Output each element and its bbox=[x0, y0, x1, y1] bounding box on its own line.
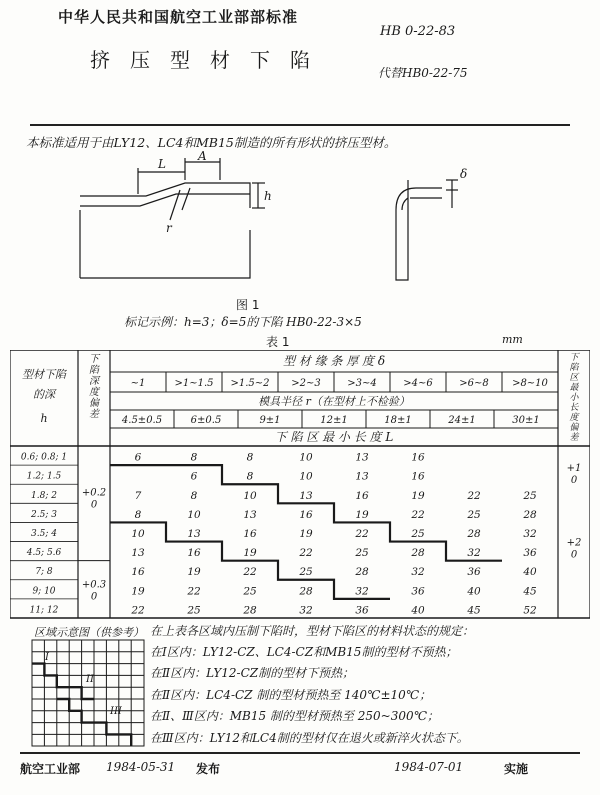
length-cell: 25 bbox=[355, 547, 369, 560]
length-cell: 19 bbox=[299, 528, 313, 540]
length-cell: 13 bbox=[355, 451, 369, 464]
length-tolerance-cell: 0 bbox=[570, 474, 578, 486]
length-cell: 13 bbox=[355, 470, 369, 483]
length-tolerance-cell: +2 bbox=[566, 537, 582, 549]
thickness-cell: >2~3 bbox=[291, 378, 321, 389]
standard-code: HB 0-22-83 bbox=[380, 24, 456, 39]
depth-header: h bbox=[40, 412, 48, 425]
depth-tolerance-cell: +0.3 bbox=[81, 579, 107, 591]
marking-example: 标记示例：h=3；δ=5的下陷 HB0-22-3×5 bbox=[124, 315, 362, 329]
length-cell: 16 bbox=[187, 547, 201, 560]
length-cell: 36 bbox=[411, 585, 425, 598]
figure-1-drawing bbox=[60, 150, 480, 290]
length-cell: 16 bbox=[299, 508, 313, 521]
table-caption: 表 1 bbox=[266, 335, 290, 349]
length-cell: 40 bbox=[467, 585, 481, 598]
length-cell: 45 bbox=[467, 604, 481, 617]
length-cell: 13 bbox=[131, 547, 145, 560]
length-tolerance-header: 差 bbox=[569, 433, 579, 443]
length-cell: 16 bbox=[411, 451, 425, 464]
scope-statement: 本标准适用于由LY12、LC4和MB15制造的所有形状的挤压型材。 bbox=[26, 135, 397, 150]
depth-cell: 3.5; 4 bbox=[31, 529, 57, 539]
thickness-cell: >8~10 bbox=[512, 378, 548, 389]
length-cell: 8 bbox=[134, 508, 142, 521]
note-line-2: 在Ⅰ区内：LY12-CZ、LC4-CZ和MB15制的型材不预热； bbox=[150, 645, 458, 659]
radius-cell: 12±1 bbox=[320, 415, 348, 426]
length-cell: 36 bbox=[355, 604, 369, 617]
note-line-3: 在Ⅱ区内：LY12-CZ制的型材下预热； bbox=[150, 666, 355, 680]
length-cell: 22 bbox=[411, 508, 425, 521]
length-cell: 10 bbox=[187, 508, 201, 521]
note-line-5: 在Ⅱ、Ⅲ区内：MB15 制的型材预热至 250~300℃； bbox=[150, 709, 440, 723]
label-L: L bbox=[158, 157, 166, 171]
thickness-cell: >1~1.5 bbox=[174, 378, 214, 389]
length-cell: 22 bbox=[355, 528, 369, 540]
length-cell: 16 bbox=[131, 566, 145, 579]
zone-label-ii: II bbox=[86, 674, 94, 685]
footer-issuer: 航空工业部 bbox=[20, 762, 81, 776]
depth-tolerance-header: 偏 bbox=[89, 398, 99, 409]
note-line-1: 在上表各区域内压制下陷时，型材下陷区的材料状态的规定： bbox=[150, 624, 475, 638]
depth-cell: 4.5; 5.6 bbox=[26, 548, 62, 559]
length-cell: 28 bbox=[355, 566, 369, 579]
label-A: A bbox=[198, 150, 207, 163]
thickness-cell: >6~8 bbox=[459, 378, 489, 389]
depth-tolerance-cell: 0 bbox=[90, 499, 98, 511]
figure-caption: 图 1 bbox=[236, 298, 260, 312]
zone-label-iii: III bbox=[110, 706, 122, 717]
length-cell: 25 bbox=[299, 566, 313, 579]
radius-cell: 24±1 bbox=[448, 415, 476, 426]
length-cell: 8 bbox=[246, 451, 254, 464]
footer-issue-label: 发布 bbox=[196, 762, 221, 776]
thickness-cell: ~1 bbox=[130, 378, 146, 389]
length-cell: 40 bbox=[523, 566, 537, 579]
zone-chart bbox=[30, 638, 148, 750]
length-cell: 52 bbox=[523, 604, 537, 617]
length-cell: 32 bbox=[355, 585, 369, 598]
length-cell: 22 bbox=[467, 489, 481, 502]
length-cell: 40 bbox=[411, 604, 425, 617]
length-cell: 16 bbox=[411, 470, 425, 483]
radius-cell: 6±0.5 bbox=[190, 415, 222, 426]
length-tolerance-header: 区 bbox=[569, 373, 579, 383]
zone-chart-title: 区域示意图（供参考） bbox=[34, 626, 144, 639]
length-cell: 28 bbox=[243, 604, 257, 617]
length-cell: 28 bbox=[299, 585, 313, 598]
length-cell: 25 bbox=[243, 585, 257, 598]
header-rule bbox=[30, 124, 570, 126]
length-cell: 36 bbox=[467, 566, 481, 579]
depth-tolerance-cell: 0 bbox=[90, 591, 98, 603]
thickness-cell: >3~4 bbox=[347, 378, 377, 389]
length-cell: 32 bbox=[411, 566, 425, 579]
radius-cell: 30±1 bbox=[512, 415, 540, 426]
length-cell: 6 bbox=[134, 451, 142, 464]
footer-rule bbox=[20, 752, 580, 754]
length-tolerance-header: 下 bbox=[569, 353, 579, 363]
length-cell: 22 bbox=[131, 604, 145, 617]
footer-effective-date: 1984-07-01 bbox=[394, 760, 464, 774]
length-cell: 25 bbox=[467, 508, 481, 521]
depth-cell: 2.5; 3 bbox=[31, 509, 57, 520]
depth-tolerance-header: 度 bbox=[89, 387, 99, 398]
depth-tolerance-cell: +0.2 bbox=[81, 487, 107, 499]
length-cell: 19 bbox=[355, 508, 369, 521]
radius-cell: 18±1 bbox=[384, 415, 412, 426]
length-cell: 32 bbox=[467, 547, 481, 560]
length-cell: 13 bbox=[299, 489, 313, 502]
radius-header: 模具半径 r（在型材上不检验） bbox=[258, 395, 410, 408]
length-tolerance-header: 小 bbox=[569, 393, 579, 403]
radius-cell: 9±1 bbox=[259, 415, 281, 426]
label-r: r bbox=[166, 221, 172, 235]
length-cell: 25 bbox=[187, 604, 201, 617]
depth-cell: 11; 12 bbox=[29, 605, 59, 616]
depth-cell: 0.6; 0.8; 1 bbox=[20, 452, 68, 463]
length-tolerance-cell: 0 bbox=[570, 549, 578, 561]
depth-cell: 9; 10 bbox=[32, 586, 56, 597]
label-h: h bbox=[264, 189, 272, 203]
length-cell: 13 bbox=[187, 528, 201, 540]
length-cell: 25 bbox=[523, 489, 537, 502]
length-tolerance-header: 陷 bbox=[569, 363, 579, 373]
depth-cell: 1.8; 2 bbox=[31, 490, 57, 501]
length-tolerance-header: 最 bbox=[569, 383, 579, 393]
depth-tolerance-header: 下 bbox=[89, 354, 99, 365]
footer-effective-label: 实施 bbox=[504, 762, 529, 776]
note-line-4: 在Ⅱ区内：LC4-CZ 制的型材预热至 140℃±10℃； bbox=[150, 688, 432, 702]
length-cell: 45 bbox=[523, 585, 537, 598]
thickness-cell: >4~6 bbox=[403, 378, 433, 389]
length-cell: 10 bbox=[299, 470, 313, 483]
replaces-standard: 代替HB0-22-75 bbox=[378, 66, 468, 80]
length-tolerance-header: 度 bbox=[569, 413, 579, 423]
issuing-organization: 中华人民共和国航空工业部部标准 bbox=[58, 8, 299, 26]
length-cell: 28 bbox=[523, 508, 537, 521]
length-cell: 13 bbox=[243, 508, 257, 521]
length-cell: 22 bbox=[299, 547, 313, 560]
length-tolerance-header: 长 bbox=[569, 403, 579, 413]
length-cell: 22 bbox=[243, 566, 257, 579]
length-cell: 32 bbox=[523, 528, 537, 540]
radius-cell: 4.5±0.5 bbox=[121, 415, 163, 426]
length-cell: 28 bbox=[467, 528, 481, 540]
table-unit: mm bbox=[502, 333, 523, 346]
depth-header: 的深 bbox=[33, 388, 55, 401]
length-cell: 22 bbox=[187, 585, 201, 598]
length-cell: 28 bbox=[411, 547, 425, 560]
length-cell: 16 bbox=[355, 489, 369, 502]
length-cell: 8 bbox=[190, 451, 198, 464]
length-cell: 8 bbox=[190, 489, 198, 502]
length-cell: 19 bbox=[131, 585, 145, 598]
length-cell: 19 bbox=[243, 547, 257, 560]
length-cell: 19 bbox=[411, 489, 425, 502]
length-cell: 8 bbox=[246, 470, 254, 483]
length-tolerance-header: 偏 bbox=[569, 423, 579, 433]
thickness-header: 型 材 缘 条 厚 度 δ bbox=[282, 354, 386, 368]
min-length-header: 下 陷 区 最 小 长 度 L bbox=[274, 430, 394, 444]
length-cell: 36 bbox=[523, 547, 537, 560]
zone-label-i: I bbox=[45, 652, 49, 663]
length-cell: 19 bbox=[187, 566, 201, 579]
label-delta: δ bbox=[460, 167, 468, 181]
footer-issue-date: 1984-05-31 bbox=[106, 760, 176, 774]
length-cell: 10 bbox=[131, 528, 145, 540]
note-line-6: 在Ⅲ区内：LY12和LC4制的型材仅在退火或新淬火状态下。 bbox=[150, 731, 469, 745]
depth-cell: 1.2; 1.5 bbox=[26, 471, 62, 482]
table-1 bbox=[10, 350, 590, 620]
depth-tolerance-header: 深 bbox=[89, 376, 99, 387]
depth-cell: 7; 8 bbox=[35, 567, 53, 578]
thickness-cell: >1.5~2 bbox=[230, 378, 270, 389]
length-cell: 25 bbox=[411, 528, 425, 540]
length-cell: 16 bbox=[243, 528, 257, 540]
document-title: 挤压型材下陷 bbox=[90, 48, 330, 72]
length-cell: 7 bbox=[134, 489, 142, 502]
depth-tolerance-header: 陷 bbox=[89, 365, 99, 376]
length-tolerance-cell: +1 bbox=[566, 462, 582, 474]
depth-tolerance-header: 差 bbox=[89, 409, 99, 420]
length-cell: 10 bbox=[243, 489, 257, 502]
length-cell: 32 bbox=[299, 604, 313, 617]
length-cell: 10 bbox=[299, 451, 313, 464]
depth-header: 型材下陷 bbox=[22, 368, 66, 381]
length-cell: 6 bbox=[190, 470, 198, 483]
